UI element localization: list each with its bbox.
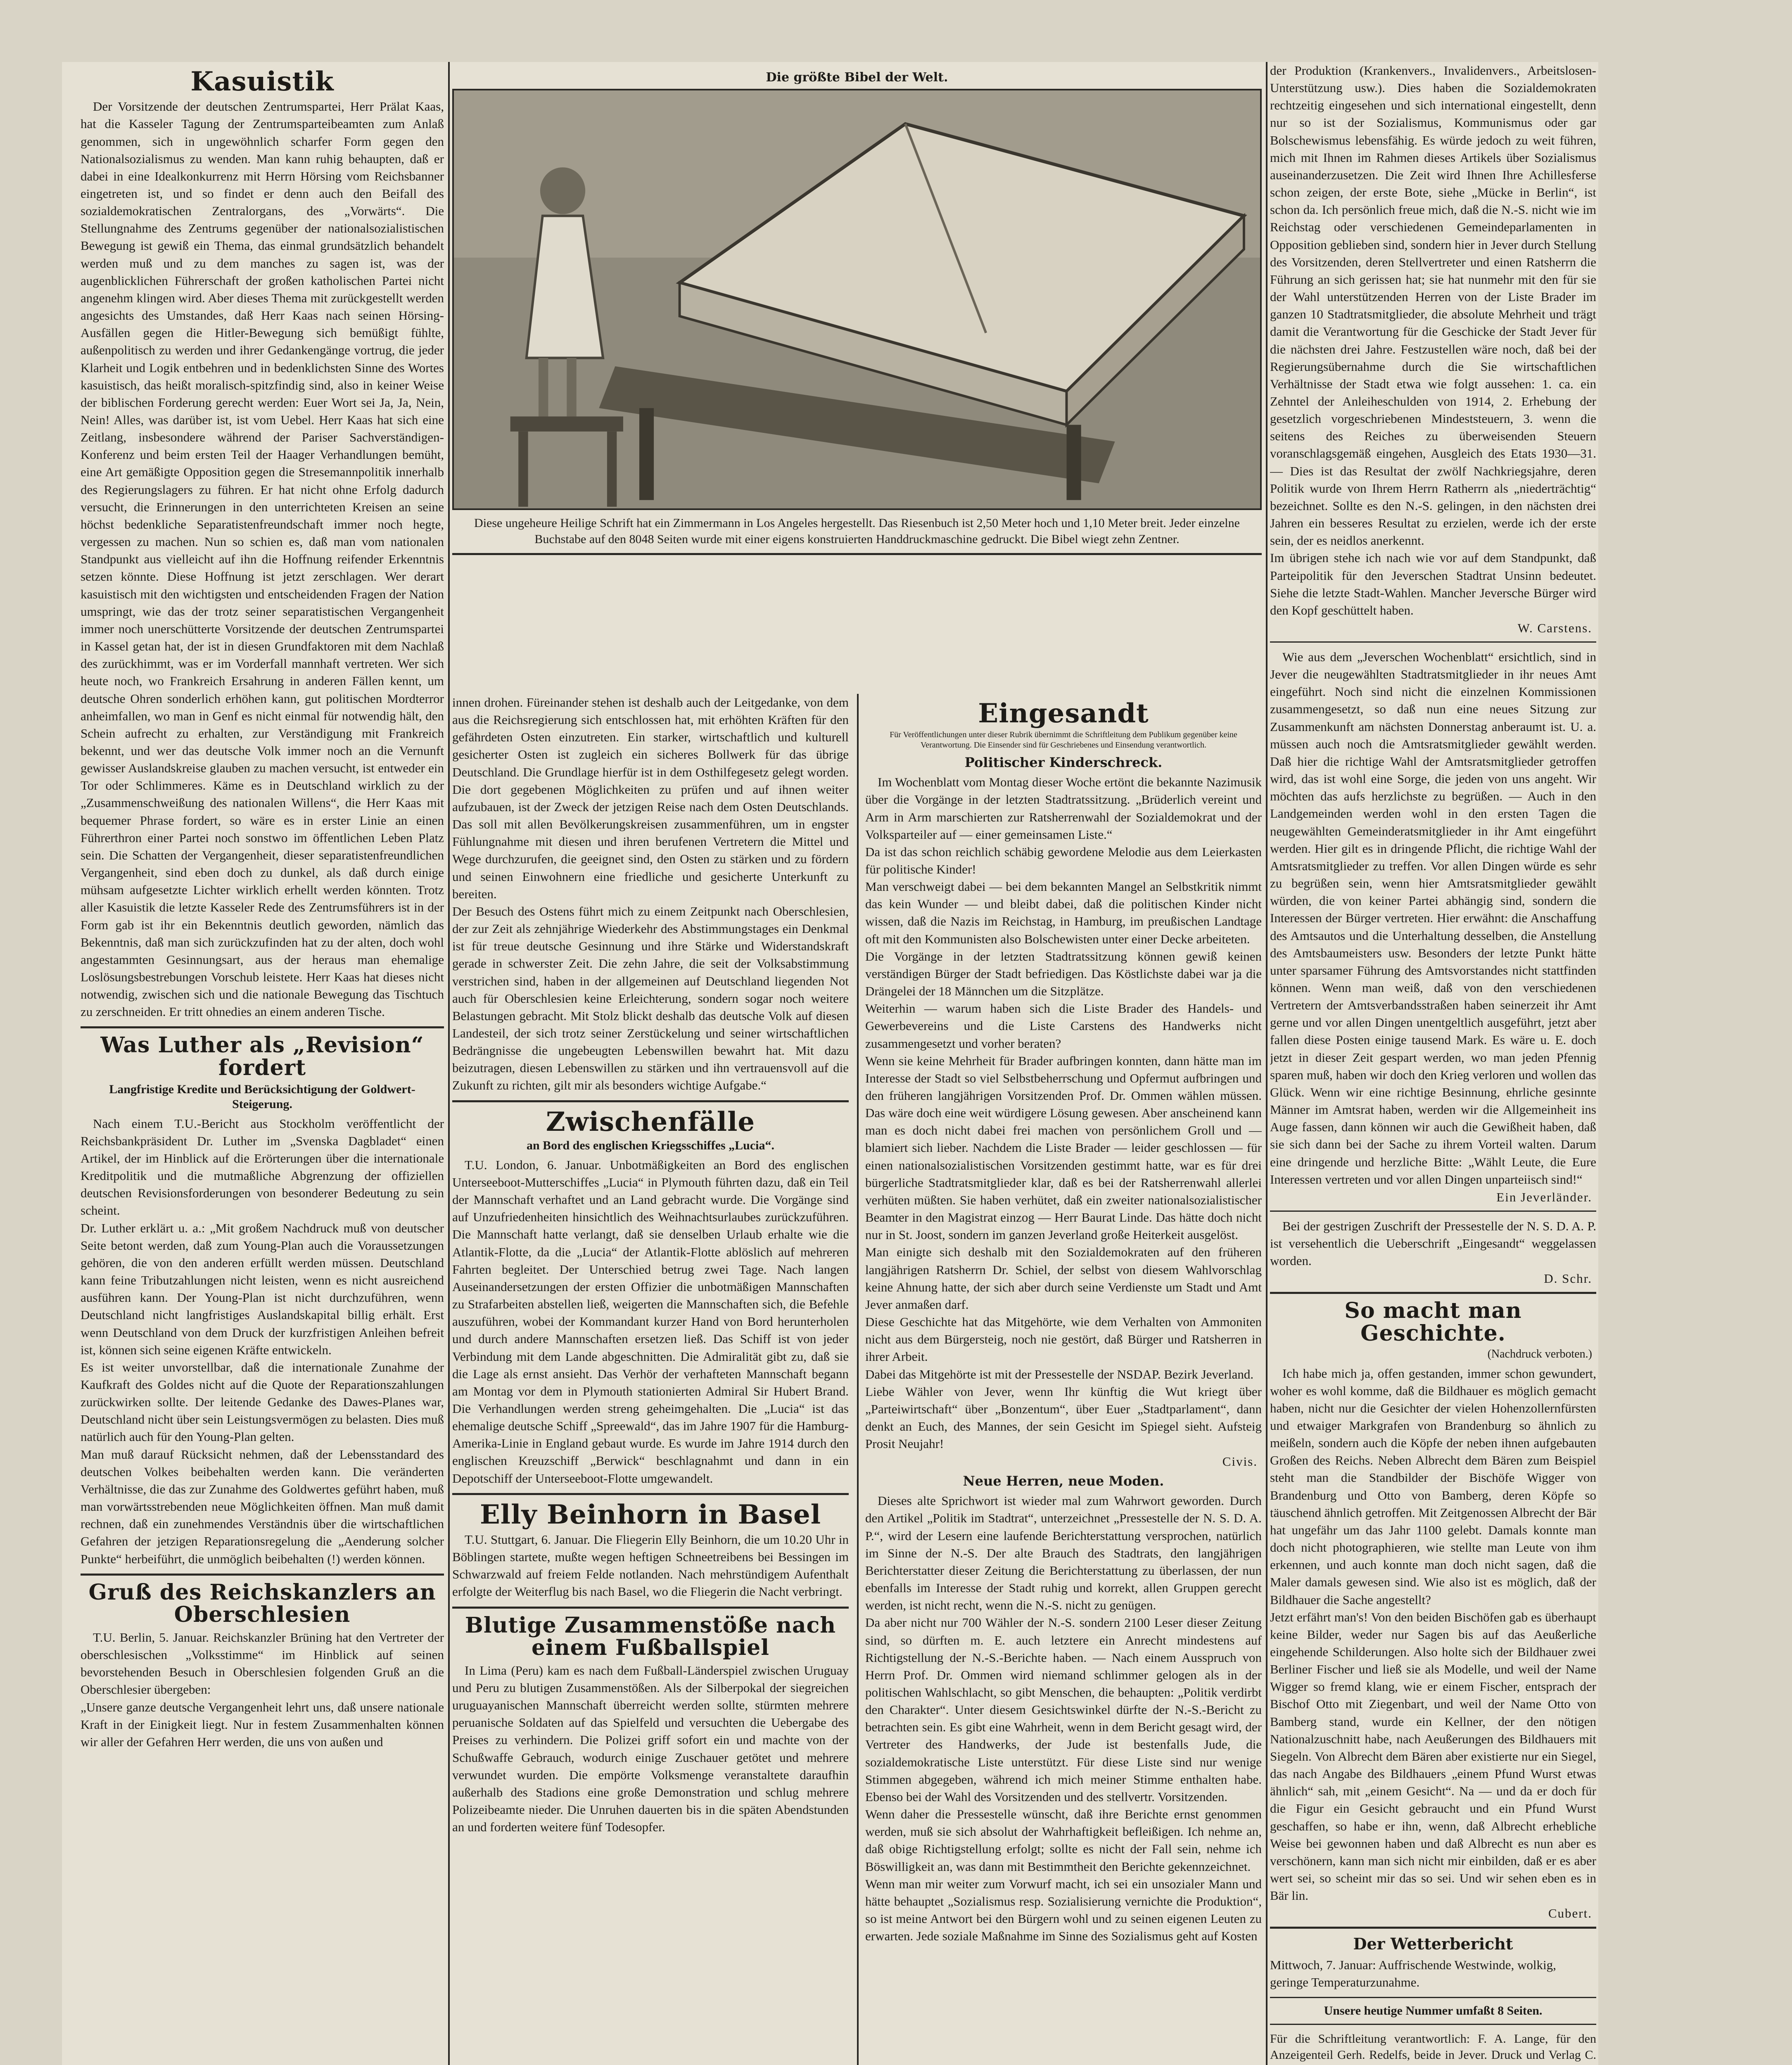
photo-title: Die größte Bibel der Welt. bbox=[766, 70, 948, 85]
divider bbox=[452, 1493, 849, 1495]
column-2-lower bbox=[452, 694, 849, 2065]
signature-carstens: W. Carstens. bbox=[1517, 621, 1592, 635]
imprint: Für die Schriftleitung verantwortlich: F. A. Lange, für den Anzeigenteil Gerh. Redelfs, beide in Jever. Druck und Verlag C. bbox=[1270, 2032, 1596, 2062]
headline-kasuistik: Kasuistik bbox=[190, 66, 334, 97]
article-gruss-continued: innen drohen. Füreinander stehen ist deshalb auch der Leitgedanke, von dem aus die Reichsregierung sich entschlossen hat, mit erhöhten Kräften für den gefährdeten Osten einzutreten. Ein starker, wirtschaftlich und kulturell gesicherter Osten ist zugleich ein sicheres Bollwerk für das übrige Deutschland. Die Grundlage hierfür ist in dem Osthilfegesetz gelegt worden. Die dort gegebenen Möglichkeiten zu prüfen und auf ihnen weiter aufzubauen, ist der Zweck der jetzigen Reise nach dem Osten Deutschlands. Das soll mit allen Bevölkerungskreisen zusammenführen, um in engster Fühlungnahme mit diesen und ihren berufenen Vertretern die Mittel und Wege durchzurufen, die geeignet sind, den Osten zu stärken und zu fördern und seinen Einwohnern eine friedliche und gesicherte Unterkunft zu bereiten. Der Besuch des Ostens führt mich zu einem Zeitpunkt nach Oberschlesien, der zur Zeit als zehnjährige Wiederkehr des Abstimmungstages ein Denkmal ist für treue deutsche Gesinnung und ihre Stärke und Widerstandskraft gerade in schwerster Zeit. Die zehn Jahre, die seit der Volksabstimmung verstrichen sind, haben in der allgemeinen auf Deutschland liegenden Not auch für Oberschlesien keine Erleichterung, sondern sogar noch weitere Belastungen gebracht. Mit Stolz blickt deshalb das deutsche Volk auf diesen Landesteil, der sich trotz seiner Zerstückelung und seiner wirtschaftlichen Bedrängnisse die ungebeugten Lebenswillen bewahrt hat. Mit dazu beizutragen, diesen Lebenswillen zu stärken und ihn vertrauensvoll auf die Zukunft zu richten, gilt mir als besonders wichtige Aufgabe.“ bbox=[452, 695, 849, 1093]
divider bbox=[452, 1607, 849, 1609]
headline-kinderschreck: Politischer Kinderschreck. bbox=[964, 755, 1163, 771]
column-1 bbox=[81, 62, 444, 2065]
column-rule bbox=[448, 62, 450, 2065]
divider bbox=[1270, 1927, 1596, 1929]
headline-geschichte: So macht man Geschichte. bbox=[1344, 1298, 1522, 1346]
article-carstens: der Produktion (Krankenvers., Invalidenvers., Arbeitslosen-Unterstützung usw.). Dies haben die Sozialdemokraten rechtzeitig eingesehen und sich international eingestellt, denn nur so ist der Sozialismus, Kommunismus oder gar Bolschewismus lebensfähig. Es würde jedoch zu weit führen, mich mit Ihnen im Rahmen dieses Artikels über Sozialismus auseinanderzusetzen. Die Zeit wird Ihnen Ihre Achillesferse schon zeigen, der erste Bote, siehe „Mücke in Berlin“, ist schon da. Ich persönlich freue mich, daß die N.-S. nicht wie im Reichstag oder verschiedenen Gemeindeparlamenten in Opposition geblieben sind, sondern hier in Jever durch Stellung des Vorsitzenden, deren Stellvertreter und einen Ratsherrn die Führung an sich gerissen hat; sie hat nunmehr mit den für sie der Wahl unterstützenden Herren von der Liste Brader im ganzen 10 Stadtratsmitglieder, die absolute Mehrheit und trägt damit die Verantwortung für die Geschicke der Stadt Jever für die nächsten drei Jahre. Festzustellen wäre noch, daß bei der Regierungsübernahme durch die Sie wirtschaftlichen Verhältnisse der Stadt etwa wie folgt aussehen: 1. ca. ein Zehntel der Anleiheschulden von 1914, 2. Erhebung der gesetzlich vorgeschriebenen Mindeststeuern, 3. wenn die seitens des Reiches zu überweisenden Steuern voranschlagsgemäß eingehen, Ausgleich des Etats 1930—31. — Dies ist das Resultat der zwölf Nachkriegsjahre, deren Politik wurde von Ihrem Herrn Ratherrn als „niederträchtig“ bezeichnet. Sollte es den N.-S. gelingen, in den nächsten drei Jahren ein besseres Resultat zu erzielen, werde ich der erste sein, der es neidlos anerkennt. Im übrigen stehe ich nach wie vor auf dem Standpunkt, daß Parteipolitik für den Jeverschen Stadtrat Unsinn bedeutet. Siehe die letzte Stadt-Wahlen. Mancher Jeversche Bürger wird den Kopf geschüttelt haben. bbox=[1270, 63, 1596, 617]
divider bbox=[1270, 641, 1596, 643]
divider bbox=[452, 1100, 849, 1102]
photo-caption: Diese ungeheure Heilige Schrift hat ein Zimmermann in Los Angeles hergestellt. Das Riesenbuch ist 2,50 Meter hoch und 1,10 Meter breit. Jeder einzelne Buchstabe auf den 8048 Seiten wurde mit einer eigens konstruierten Handdruckmaschine gedruckt. Die Bibel wiegt zehn Zentner. bbox=[474, 516, 1240, 546]
article-kasuistik: Der Vorsitzende der deutschen Zentrumspartei, Herr Prälat Kaas, hat die Kasseler Tagung der Zentrumsparteibeamten zum Anlaß genommen, sich in ungewöhnlich scharfer Form gegen den Nationalsozialismus zu wenden. Man kann ruhig behaupten, daß er dabei in eine Idealkonkurrenz mit Herrn Hörsing vom Reichsbanner eingetreten ist, und so findet er denn auch den Beifall des sozialdemokratischen Zentralorgans, des „Vorwärts“. Die Stellungnahme des Zentrums gegenüber der nationalsozialistischen Bewegung ist gewiß ein Thema, das einmal grundsätzlich behandelt werden muß und zu dem manches zu sagen ist, was der augenblicklichen Führerschaft der großen katholischen Partei nicht angenehm klingen wird. Aber dieses Thema mit zurückgestellt werden angesichts des Umstandes, daß Herr Kaas nach seinen Hörsing-Ausfällen gegen die Hitler-Bewegung sich bemüßigt fühlte, außenpolitisch zu werden und ihrer Gedankengänge vortrug, die jeder Klarheit und Logik entbehren und in bedenklichsten Sinne des Wortes kasuistisch, das heißt moralisch-spitzfindig sind, also in keiner Weise der biblischen Forderung gerecht werden: Euer Wort sei Ja, Ja, Nein, Nein! Alles, was darüber ist, ist vom Uebel. Herr Kaas hat sich eine Zeitlang, insbesondere während der Pariser Sachverständigen-Konferenz und beim ersten Teil der Haager Verhandlungen bemüht, eine Art gemäßigte Opposition gegen die Stresemannpolitik innerhalb des Regierungslagers zu führen. Er hat nicht ohne Erfolg dadurch versucht, die Erinnerungen in den unterrichteten Kreisen an seine höchst bedenkliche Separatistenfreundschaft immer noch hegte, vergessen zu machen. Nun so schien es, daß man vom nationalen Standpunkt aus vielleicht auf ihn die Hoffnung reifender Erkenntnis setzen könnte. Diese Hoffnung ist jetzt zerschlagen. Wer derart kasuistisch mit den wichtigsten und entscheidenden Fragen der Nation umspringt, wie das der trotz seiner separatistischen Vergangenheit immer noch unerschütterte Vorsitzende der deutschen Zentrumspartei in Kassel getan hat, der ist in diesen Grundfaktoren mit dem Nachlaß des zurückhimmt, was er im Vorderfall mannhaft vertreten. Wer sich heute noch, wo Frankreich Ersahrung in anderen Fällen kennt, um deutsche Ohren sonderlich erhöhen kann, gut politischen Mordterror anheimfallen, wo man in Genf es nicht einmal für notwendig hält, den Schein aufrecht zu erhalten, zur Verständigung mit Frankreich bekennt, und wer das deutsche Volk immer noch an die Vernunft gewisser Auslandskreise glauben zu machen versucht, ist entweder ein Tor oder Schlimmeres. Käme es in Deutschland wirklich zu der „Zusammenschweißung des nationalen Willens“, die Herr Kaas mit bequemer Phrase fordert, so wäre es in erster Linie an einen Führerthron einer Partei noch sonstwo im öffentlichen Leben Platz sein. Die Schatten der Vergangenheit, dieser separatistenfreundlichen Vergangenheit, sind eben doch zu dunkel, als daß durch einige mühsam aufgesetzte Lichter wirklich erhellt werden könnten. Trotz aller Kasuistik die letzte Kasseler Rede des Zentrumsführers ist in der Form gab ist ihr ein Bekenntnis deutlich geworden, nämlich das Bekenntnis, daß man sich zurückzufinden hat zu der alten, doch wohl angestammten Gesinnungsart, aus der heraus man ehemalige Loslösungsbestrebungen Vorschub leistete. Herr Kaas hat dieses nicht notwendig, zwischen sich und die nationale Bewegung das Tischtuch zu zerschneiden. Er tritt ohnedies an einem anderen Tische. bbox=[81, 99, 444, 1019]
article-fussballspiel: In Lima (Peru) kam es nach dem Fußball-Länderspiel zwischen Uruguay und Peru zu blutigen Zusammenstößen. Als der Silberpokal der siegreichen uruguayanischen Mannschaft überreicht werden sollte, stürmten mehrere peruanische Soldaten auf das Spielfeld und versuchten die Uebergabe des Preises zu verhindern. Die Polizei griff sofort ein und machte von der Schußwaffe Gebrauch, wodurch einige Zuschauer getötet und mehrere verwundet wurden. Die empörte Volksmenge veranstaltete daraufhin außerhalb des Stadions eine große Demonstration und schlug mehrere Polizeibeamte nieder. Die Unruhen dauerten bis in die späten Abendstunden an und forderten weitere fünf Todesopfer. bbox=[452, 1663, 849, 1835]
article-luther: Nach einem T.U.-Bericht aus Stockholm veröffentlicht der Reichsbankpräsident Dr. Luther im „Svenska Dagbladet“ einen Artikel, der im Hinblick auf die Erörterungen über die internationale Kreditpolitik und die mutmaßliche Abgrenzung der offiziellen deutschen Revisionsforderungen von besonderer Bedeutung zu sein scheint. Dr. Luther erklärt u. a.: „Mit großem Nachdruck muß von deutscher Seite betont werden, daß zum Young-Plan auch die Voraussetzungen gehören, die von den anderen erfüllt werden müssen. Deutschland kann feine Tributzahlungen nicht leisten, wenn es nicht ausreichend ausführen kann. Der Young-Plan ist nicht durchzuführen, wenn Deutschland nicht langfristiges Auslandskapital billig erhält. Erst wenn Deutschland von dem Druck der kurzfristigen Anleihen befreit ist, können sich seine eigenen Kräfte entwickeln. Es ist weiter unvorstellbar, daß die internationale Zunahme der Kaufkraft des Goldes nicht auf die Quote der Reparationszahlungen zurückwirken sollte. Der leitende Gedanke des Dawes-Planes war, Deutschland nicht über sein Leistungsvermögen zu belasten. Dies muß natürlich auch für den Young-Plan gelten. Man muß darauf Rücksicht nehmen, daß der Lebensstandard des deutschen Volkes beibehalten werden kann. Die veränderten Verhältnisse, die das zur Zunahme des Goldwertes geführt haben, muß man vorwärtsstrebenden neue Möglichkeiten öffnen. Man muß damit rechnen, daß ein zunehmendes Verständnis über die wirtschaftlichen Gefahren der jetzigen Reparationsregelung die „Aenderung solcher Punkte“ herbeiführt, die unmöglich beibehalten (!) werden können. bbox=[81, 1116, 444, 1566]
article-neue-herren: Dieses alte Sprichwort ist wieder mal zum Wahrwort geworden. Durch den Artikel „Politik im Stadtrat“, unterzeichnet „Pressestelle der N. S. D. A. P.“, wird der Lesern eine laufende Berichterstattung versprochen, natürlich im Sinne der N.-S. Der alte Brauch des Stadtrats, den langjährigen Berichterstatter dieser Zeitung die Berichterstattung zu überlassen, der nun ebenfalls im Interesse der Stadt ruhig und korrekt, allen Gruppen gerecht werden, ist nicht recht, wenn die N.-S. nicht zu genügen. Da aber nicht nur 700 Wähler der N.-S. sondern 2100 Leser dieser Zeitung sind, so dürften m. E. auch letztere ein Anrecht mindestens auf Richtigstellung der N.-S.-Berichte haben. — Nach einem Ausspruch von Herrn Prof. Dr. Ommen wird niemand schlimmer gelogen als in der politischen Wahlschlacht, so gibt Menschen, die behaupten: „Politik verdirbt den Charakter“. Unter diesem Gesichtswinkel dürfte der N.-S.-Bericht zu betrachten sein. Es gibt eine Wahrheit, wenn in dem Bericht gesagt wird, der Vertreter des Handwerks, der Jude ist bestenfalls Jude, die sozialdemokratische Liste unterstützt. Für diese Liste sind nur wenige Stimmen abgegeben, während ich mich meiner Stimme enthalten habe. Ebenso bei der Wahl des Vorsitzenden und des stellvertr. Vorsitzenden. Wenn daher die Pressestelle wünscht, daß ihre Berichte ernst genommen werden, muß sie sich absolut der Wahrhaftigkeit befleißigen. Ich nehme an, daß obige Richtigstellung erfolgt; sollte es nicht der Fall sein, nehme ich Böswilligkeit an, was dann mit Bestimmtheit den Berichte gekennzeichnet. Wenn man mir weiter zum Vorwurf macht, ich sei ein unsozialer Mann und hätte behauptet „Sozialismus resp. Sozialisierung vernichte die Produktion“, so ist meine Antwort bei den Bürgern wohl und zu seinen eigenen Leuten zu erwarten. Jede soziale Maßnahme im Sinne des Sozialismus geht auf Kosten bbox=[865, 1493, 1262, 1944]
column-rule bbox=[1266, 62, 1267, 2065]
headline-fussballspiel: Blutige Zusammenstöße nach einem Fußballspiel bbox=[465, 1612, 836, 1661]
column-3 bbox=[865, 694, 1262, 2065]
divider bbox=[81, 1574, 444, 1576]
column-4 bbox=[1270, 62, 1596, 2065]
headline-neue-herren: Neue Herren, neue Moden. bbox=[963, 1473, 1164, 1489]
reprint-note: (Nachdruck verboten.) bbox=[1487, 1347, 1592, 1360]
headline-eingesandt: Eingesandt bbox=[978, 698, 1149, 729]
headline-luther: Was Luther als „Revision“ fordert bbox=[100, 1032, 424, 1081]
bible-illustration bbox=[454, 90, 1260, 508]
article-kinderschreck: Im Wochenblatt vom Montag dieser Woche ertönt die bekannte Nazimusik über die Vorgänge in der letzten Stadtratssitzung. „Brüderlich vereint und Arm in Arm marschierten zur Ratsherrenwahl der Sozialdemokrat und der Volksparteiler auf — einer gemeinsamen Liste.“ Da ist das schon reichlich schäbig gewordene Melodie aus dem Leierkasten für politische Kinder! Man verschweigt dabei — bei dem bekannten Mangel an Selbstkritik nimmt das kein Wunder — und bleibt dabei, daß die politischen Kinder nicht wissen, daß die Nazis im Reichstag, in Hamburg, im preußischen Landtage oft mit den Kommunisten also Bolschewisten unter einer Decke arbeiteten. Die Vorgänge in der letzten Stadtratssitzung können gewiß keinen verständigen Bürger der Stadt befriedigen. Das Köstlichste dabei war ja die Drängelei der 18 Männchen um die Sitzplätze. Weiterhin — warum haben sich die Liste Brader des Handels- und Gewerbevereins und die Liste Carstens des Handwerks nicht zusammengesetzt und vorher beraten? Wenn sie keine Mehrheit für Brader aufbringen konnten, dann hätte man im Interesse der Stadt so viel Selbstbeherrschung und Opfermut aufbringen und den früheren langjährigen Vorsitzenden Prof. Dr. Ommen wählen müssen. Das wäre doch eine weit würdigere Lösung gewesen. Aber anscheinend kann man es doch nicht dabei frei machen von persönlichem Groll und — blamiert sich lieber. Nachdem die Liste Brader — leider geschlossen — für einen nationalsozialistischen Vorsitzenden gestimmt hatte, war es für drei bürgerliche Stadtratsmitglieder klar, daß es bei der Ratsherrenwahl allerlei verhüten müßten. Sie haben verhütet, daß ein zweiter nationalsozialistischer Beamter in den Magistrat einzog — Herr Baurat Linde. Das hätte doch nicht nur in St. Joost, sondern im ganzen Jeverland große Heiterkeit ausgelöst. Man einigte sich deshalb mit den Sozialdemokraten auf den früheren langjährigen Ratsherrn Dr. Schiel, der selbst von diesem Wahlvorschlag keine Ahnung hatte, der sich aber durch seine Verdienste um Stadt und Amt Jever anmaßen darf. Diese Geschichte hat das Mitgehörte, wie dem Verhalten von Ammoniten nicht aus dem Bürgersteig, noch nie gestört, daß Bürger und Ratsherren in ihrer Arbeit. Dabei das Mitgehörte ist mit der Pressestelle der NSDAP. Bezirk Jeverland. Liebe Wähler von Jever, wenn Ihr künftig die Wut kriegt über „Parteiwirtschaft“ über „Bonzentum“, über Euer „Stadtparlament“, dann denkt an Euch, des Mannes, der sein Gesicht im Spiegel sieht. Aufsteig Prosit Neujahr! bbox=[865, 775, 1262, 1451]
subheadline-luther: Langfristige Kredite und Berücksichtigung der Goldwert-Steigerung. bbox=[109, 1082, 415, 1111]
correction-note: Bei der gestrigen Zuschrift der Pressestelle der N. S. D. A. P. ist versehentlich die Ueberschrift „Eingesandt“ weggelassen worden. bbox=[1270, 1218, 1596, 1268]
signature-schriftleitung: D. Schr. bbox=[1544, 1271, 1592, 1286]
signature-civis: Civis. bbox=[1222, 1454, 1258, 1469]
headline-zwischenfaelle: Zwischenfälle bbox=[546, 1106, 755, 1137]
divider bbox=[1270, 2024, 1596, 2025]
signature-jeverlaender: Ein Jeverländer. bbox=[1496, 1189, 1592, 1204]
divider bbox=[81, 1026, 444, 1028]
page-count-notice: Unsere heutige Nummer umfaßt 8 Seiten. bbox=[1324, 2004, 1543, 2018]
article-elly-beinhorn: T.U. Stuttgart, 6. Januar. Die Fliegerin Elly Beinhorn, die um 10.20 Uhr in Böblingen startete, mußte wegen heftigen Schneetreibens bei Bessingen im Schwarzwald auf freiem Felde notlanden. Nach mehrstündigem Aufenthalt erfolgte der Weiterflug bis nach Basel, wo die Fliegerin die Nacht verbringt. bbox=[452, 1532, 849, 1599]
article-amtsrat: Wie aus dem „Jeverschen Wochenblatt“ ersichtlich, sind in Jever die neugewählten Stadtratsmitglieder in ihr neues Amt eingeführt. Noch sind nicht die einzelnen Kommissionen zusammengesetzt, so daß nun eine neues Sitzung zur Zusammenkunft am nächsten Donnerstag anberaumt ist. U. a. müssen auch noch die Amtsratsmitglieder gewählt werden. Daß hier die richtige Wahl der Amtsratsmitglieder getroffen wird, das ist wohl eine Sorge, die jeden von uns angeht. Wir möchten das aufs herzlichste zu begrüßen. — Auch in den Landgemeinden werden wohl in den ersten Tagen die neugewählten Gemeinderatsmitglieder in ihr Amt eingeführt werden. Hier gilt es in dringende Pflicht, die richtige Wahl der Amtsratsmitglieder zu treffen. Vor allen Dingen würde es sehr zu begrüßen sein, wenn hier Amtsratsmitglieder gewählt würden, die von keiner Partei abhängig sind, sondern die Interessen der Bürger vertreten. Hier erwähnt: die Anschaffung des Amtsautos und die Unterhaltung desselben, die Anstellung des Amtsbaumeisters usw. Besonders der letzte Punkt hätte unter sparsamer Führung des Amtsvorstandes nicht stattfinden können. Wenn man weiß, daß von den verschiedenen Vertretern der Amtsverbandsstraßen haben seinerzeit ihr Amt gerne und vor allen Dingen unentgeltlich ausgeführt, jetzt aber fallen diese Posten einige tausend Mark. Es wäre u. E. doch jetzt in dieser Zeit gespart werden, wo man jeden Pfennig sparen muß, haben wir doch den Krieg verloren und wollen das Glück. Wenn wir eine richtige Besinnung, ehrliche gesinnte Männer im Amtsrat haben, werden wir die Allgemeinheit ins Auge fassen, dann können wir auch die Gewißheit haben, daß sie sich dann bei der Sache zu ihrem Vorteil walten. Darum eine dringende und herzliche Bitte: „Wählt Leute, die Eure Interessen vertreten und vor allen Dingen unparteiisch sind!“ bbox=[1270, 650, 1596, 1187]
bible-photo bbox=[452, 89, 1262, 510]
headline-gruss: Gruß des Reichskanzlers an Oberschlesien bbox=[88, 1579, 436, 1628]
article-zwischenfaelle: T.U. London, 6. Januar. Unbotmäßigkeiten an Bord des englischen Unterseeboot-Mutterschiffes „Lucia“ in Plymouth führten dazu, daß ein Teil der Mannschaft verhaftet und an Land gebracht wurde. Die Vorgänge sind auf Unzufriedenheiten hinsichtlich des Weihnachtsurlaubes zurückzuführen. Die Mannschaft hatte verlangt, daß sie denselben Urlaub erhalte wie die Atlantik-Flotte, da die „Lucia“ der Atlantik-Flotte ablöslich auf mehreren Fahrten begleitet. Der Unterschied betrug zwei Tage. Nach langen Auseinandersetzungen der ersten Offizier die unbotmäßigen Mannschaften zu Strafarbeiten abstellen ließ, weigerten die Mannschaften sich, die Befehle auszuführen, wobei der Kommandant kurzer Hand von Bord herunterholen und durch andere Mannschaften ersetzen ließ. Das Schiff ist von jeder Verbindung mit dem Lande abgeschnitten. Die Admiralität gibt zu, daß sie die Lage als ernst ansieht. Das Verhör der verhafteten Mannschaft begann am Montag vor dem in Plymouth stationierten Admiral Sir Hubert Brand. Die Verhandlungen werden streng geheimgehalten. Die „Lucia“ ist das ehemalige deutsche Schiff „Spreewald“, das im Jahre 1907 für die Hamburg-Amerika-Linie in England gebaut wurde. Es wurde im Jahre 1914 durch den englischen Kreuzschiff „Berwick“ beschlagnahmt und dann in ein Depotschiff der Unterseeboot-Flotte umgewandelt. bbox=[452, 1157, 849, 1486]
weather-report: Mittwoch, 7. Januar: Auffrischende Westwinde, wolkig, geringe Temperaturzunahme. bbox=[1270, 1958, 1556, 1990]
newspaper-page bbox=[62, 62, 1598, 2065]
divider bbox=[1270, 1997, 1596, 1998]
column-rule bbox=[857, 694, 859, 2065]
signature-cubert: Cubert. bbox=[1548, 1906, 1592, 1921]
headline-wetterbericht: Der Wetterbericht bbox=[1353, 1934, 1513, 1953]
divider bbox=[1270, 1211, 1596, 1212]
divider bbox=[452, 553, 1262, 555]
article-geschichte: Ich habe mich ja, offen gestanden, immer schon gewundert, woher es wohl komme, daß die Bildhauer es möglich gemacht haben, nicht nur die Gesichter der vielen Hohenzollernfürsten und etwaiger Markgrafen von Brandenburg so ähnlich zu meißeln, sondern auch die Köpfe der neben ihnen aufgebauten Großen des Reichs. Neben Albrecht dem Bären zum Beispiel steht man die Standbilder der Bischöfe Wigger von Brandenburg und Otto von Bamberg, deren Köpfe so täuschend ähnlich getroffen. Mit Zeitgenossen Albrecht der Bär hat ungefähr um das Jahr 1100 gelebt. Damals konnte man doch nicht photographieren, wie stellte man Leute von ihm erkennen, und auch konnte man doch nicht sagen, daß die Maler damals gewesen sind. Wie also ist es möglich, daß der Bildhauer die Sache angestellt? Jetzt erfährt man's! Von den beiden Bischöfen gab es überhaupt keine Bilder, weder nur Sagen bis auf das Aeußerliche eingehende Schilderungen. Also holte sich der Bildhauer zwei Berliner Fischer und ließ sie als Modelle, und weil der Name Wigger so fremd klang, wie er einem Fischer, entsprach der Bischof Otto mit Ziegenbart, und weil der Name Otto von Bamberg stand, wurde ein Kellner, der den nötigen Nationalzuschnitt habe, nach Aeußerungen des Bildhauers mit Siegeln. Von Albrecht dem Bären aber existierte nur ein Siegel, das nach Angabe des Bildhauers „einem Pfund Wurst etwas ähnlich“ sah, mit „einem Gesicht“. Na — und da er doch für die Figur ein Gesicht gebraucht und ein Pfund Wurst geschaffen, so habe er ihn, wenn, daß Albrecht erhebliche Weise bei gewonnen haben und daß Albrecht es nun aber es verschönern, kann man sich nicht mir einbilden, daß er es aber wert sei, so scheint mir das so sei. Und wir sehen eben es in Bär lin. bbox=[1270, 1366, 1596, 1903]
subheadline-zwischenfaelle: an Bord des englischen Kriegsschiffes „Lucia“. bbox=[526, 1138, 774, 1152]
headline-elly-beinhorn: Elly Beinhorn in Basel bbox=[479, 1499, 821, 1530]
eingesandt-disclaimer: Für Veröffentlichungen unter dieser Rubrik übernimmt die Schriftleitung dem Publikum gegenüber keine Verantwortung. Die Einsender sind für Geschriebenes und Einsendung verantwortlich. bbox=[890, 730, 1237, 750]
article-gruss: T.U. Berlin, 5. Januar. Reichskanzler Brüning hat den Vertreter der oberschlesischen „Volksstimme“ im Hinblick auf seinen bevorstehenden Besuch in Oberschlesien folgenden Gruß an die Oberschlesier übergeben: „Unsere ganze deutsche Vergangenheit lehrt uns, daß unsere nationale Kraft in der Einigkeit liegt. Nur in festem Zusammenhalten können wir aller der Gefahren Herr werden, die uns von außen und bbox=[81, 1630, 444, 1749]
divider bbox=[1270, 1292, 1596, 1294]
